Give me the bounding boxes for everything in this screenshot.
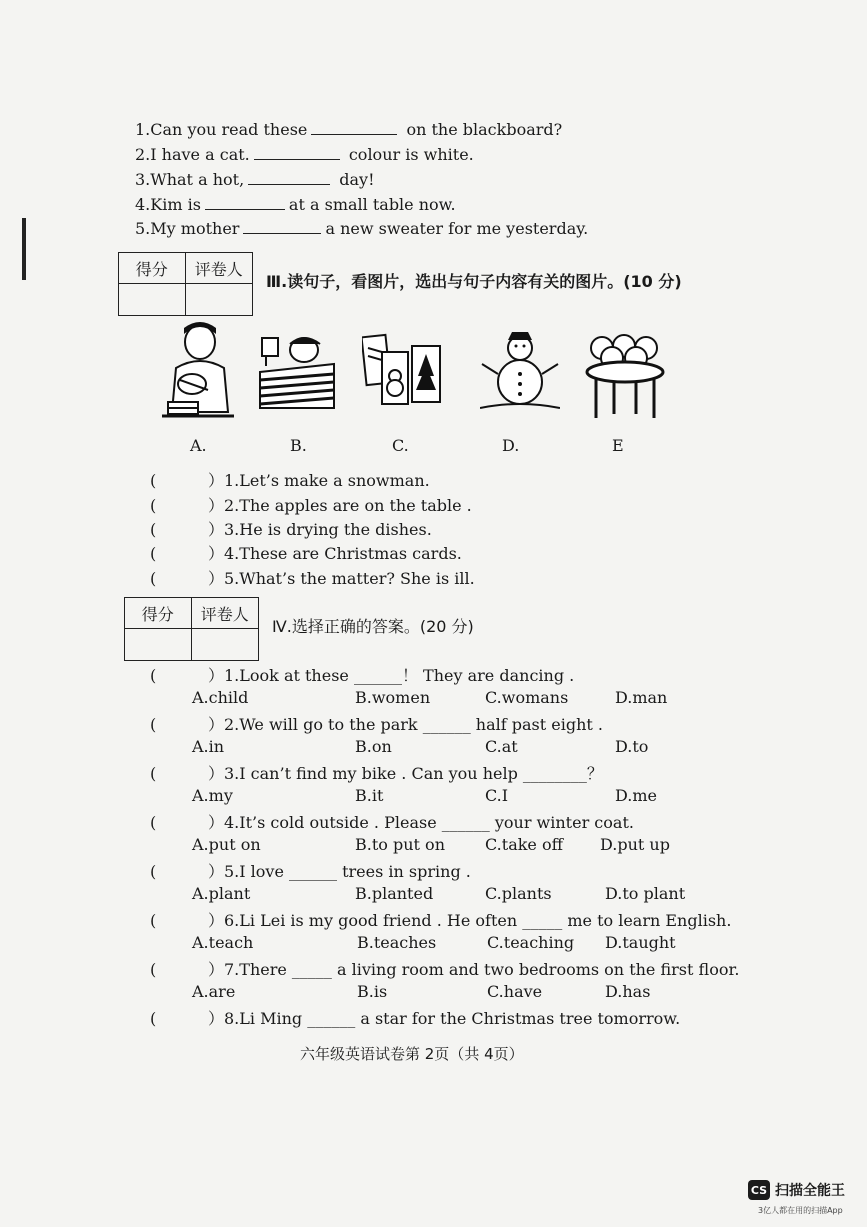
s4-question-1-text: ）1.Look at these ______！ They are dancing .	[208, 666, 575, 685]
s4-question-5-text: ）5.I love ______ trees in spring .	[208, 862, 471, 881]
score-box-section4	[124, 597, 259, 661]
answer-blank[interactable]	[205, 195, 285, 210]
s3-item-5-text: ）5.What’s the matter? She is ill.	[208, 569, 475, 588]
section4-title: Ⅳ.选择正确的答案。(20 分)	[272, 617, 474, 636]
s4-q7-option-b[interactable]: B.is	[357, 982, 388, 1001]
binding-mark	[22, 218, 26, 280]
score-cell[interactable]	[119, 284, 186, 315]
s4-q1-option-c[interactable]: C.womans	[485, 688, 569, 707]
s4-q5-option-c[interactable]: C.plants	[485, 884, 552, 903]
fill-line-5-post: a new sweater for me yesterday.	[325, 219, 589, 238]
answer-paren[interactable]: (	[150, 813, 157, 832]
fill-line-1-post: on the blackboard?	[406, 120, 563, 139]
s4-q5-option-d[interactable]: D.to plant	[605, 884, 686, 903]
score-cell[interactable]	[125, 629, 192, 660]
s3-item-2	[150, 493, 472, 516]
s3-item-3-text: ）3.He is drying the dishes.	[208, 520, 432, 539]
s4-q3-option-d[interactable]: D.me	[615, 786, 657, 805]
answer-blank[interactable]	[248, 170, 330, 185]
grader-label: 评卷人	[192, 598, 259, 629]
s4-q2-option-c[interactable]: C.at	[485, 737, 518, 756]
s4-q6-option-c[interactable]: C.teaching	[487, 933, 575, 952]
fill-line-5	[135, 219, 588, 238]
s4-q5-option-a[interactable]: A.plant	[192, 884, 251, 903]
s4-q4-option-c[interactable]: C.take off	[485, 835, 563, 854]
answer-blank[interactable]	[311, 120, 397, 135]
answer-paren[interactable]: (	[150, 520, 157, 539]
scanner-brand-name: 扫描全能王	[775, 1183, 845, 1199]
fill-line-4	[135, 195, 456, 214]
s4-question-6-text: ）6.Li Lei is my good friend . He often _____ me to learn English.	[208, 911, 732, 930]
s4-q6-option-d[interactable]: D.taught	[605, 933, 676, 952]
answer-paren[interactable]: (	[150, 471, 157, 490]
s4-q4-option-a[interactable]: A.put on	[192, 835, 261, 854]
fill-line-4-post: at a small table now.	[288, 195, 456, 214]
s4-q6-option-a[interactable]: A.teach	[192, 933, 254, 952]
score-box-section3	[118, 252, 253, 316]
answer-paren[interactable]: (	[150, 569, 157, 588]
fill-line-4-pre: 4.Kim is	[135, 195, 201, 214]
answer-paren[interactable]: (	[150, 960, 157, 979]
picture-e-apples-on-table	[584, 330, 666, 420]
answer-blank[interactable]	[254, 145, 340, 160]
picture-letter-b: B.	[290, 436, 307, 455]
s3-item-4	[150, 541, 462, 564]
grader-cell[interactable]	[186, 284, 253, 315]
answer-paren[interactable]: (	[150, 1009, 157, 1028]
s4-question-7	[150, 957, 739, 980]
fill-line-3-post: day!	[339, 170, 375, 189]
s4-q1-option-a[interactable]: A.child	[192, 688, 249, 707]
answer-paren[interactable]: (	[150, 496, 157, 515]
s3-item-2-text: ）2.The apples are on the table .	[208, 496, 472, 515]
s4-question-3-text: ）3.I can’t find my bike . Can you help ________？	[208, 764, 603, 783]
score-label: 得分	[119, 253, 186, 284]
s4-q3-option-b[interactable]: B.it	[355, 786, 384, 805]
picture-letter-a: A.	[190, 436, 207, 455]
s4-q7-option-a[interactable]: A.are	[192, 982, 236, 1001]
s4-question-2-text: ）2.We will go to the park ______ half past eight .	[208, 715, 604, 734]
answer-paren[interactable]: (	[150, 715, 157, 734]
s4-q3-option-a[interactable]: A.my	[192, 786, 233, 805]
s3-item-1	[150, 468, 430, 491]
answer-paren[interactable]: (	[150, 862, 157, 881]
s3-item-3	[150, 517, 432, 540]
answer-paren[interactable]: (	[150, 666, 157, 685]
s4-q4-option-d[interactable]: D.put up	[600, 835, 670, 854]
score-label: 得分	[125, 598, 192, 629]
s4-q2-option-d[interactable]: D.to	[615, 737, 649, 756]
s4-q3-option-c[interactable]: C.I	[485, 786, 509, 805]
s4-question-8	[150, 1006, 680, 1029]
scanner-tagline: 3亿人都在用的扫描App	[758, 1206, 843, 1215]
answer-paren[interactable]: (	[150, 544, 157, 563]
s4-question-3	[150, 761, 603, 784]
fill-line-1-pre: 1.Can you read these	[135, 120, 308, 139]
s4-q2-option-a[interactable]: A.in	[192, 737, 225, 756]
answer-blank[interactable]	[243, 219, 321, 234]
picture-letter-c: C.	[392, 436, 409, 455]
s4-question-7-text: ）7.There _____ a living room and two bedrooms on the first floor.	[208, 960, 740, 979]
s4-q5-option-b[interactable]: B.planted	[355, 884, 434, 903]
picture-c-christmas-cards	[362, 332, 444, 412]
picture-d-snowman	[480, 330, 560, 414]
s4-question-6	[150, 908, 731, 931]
section3-title: Ⅲ.读句子，看图片，选出与句子内容有关的图片。(10 分)	[266, 272, 682, 291]
s4-q7-option-d[interactable]: D.has	[605, 982, 651, 1001]
scanner-logo-icon: CS	[748, 1180, 770, 1200]
s4-q2-option-b[interactable]: B.on	[355, 737, 392, 756]
s4-q6-option-b[interactable]: B.teaches	[357, 933, 437, 952]
fill-line-2-post: colour is white.	[348, 145, 474, 164]
s3-item-5	[150, 566, 475, 589]
picture-letter-d: D.	[502, 436, 520, 455]
s4-question-8-text: ）8.Li Ming ______ a star for the Christmas tree tomorrow.	[208, 1009, 681, 1028]
fill-line-2	[135, 145, 474, 164]
s4-q1-option-d[interactable]: D.man	[615, 688, 668, 707]
picture-b-ill-in-bed	[258, 330, 336, 412]
s4-question-5	[150, 859, 471, 882]
s4-q4-option-b[interactable]: B.to put on	[355, 835, 445, 854]
fill-line-2-pre: 2.I have a cat.	[135, 145, 250, 164]
s4-question-4-text: ）4.It’s cold outside . Please ______ your winter coat.	[208, 813, 634, 832]
fill-line-1	[135, 120, 562, 139]
grader-label: 评卷人	[186, 253, 253, 284]
answer-paren[interactable]: (	[150, 764, 157, 783]
s3-item-4-text: ）4.These are Christmas cards.	[208, 544, 462, 563]
fill-line-3	[135, 170, 375, 189]
s4-question-2	[150, 712, 603, 735]
s3-item-1-text: ）1.Let’s make a snowman.	[208, 471, 430, 490]
grader-cell[interactable]	[192, 629, 259, 660]
s4-q1-option-b[interactable]: B.women	[355, 688, 431, 707]
picture-a-drying-dishes	[162, 320, 234, 420]
s4-question-4	[150, 810, 634, 833]
page-footer: 六年级英语试卷第 2页（共 4页）	[300, 1045, 524, 1063]
picture-letter-e: E	[612, 436, 624, 455]
answer-paren[interactable]: (	[150, 911, 157, 930]
fill-line-3-pre: 3.What a hot,	[135, 170, 245, 189]
s4-question-1	[150, 663, 574, 686]
s4-q7-option-c[interactable]: C.have	[487, 982, 543, 1001]
fill-line-5-pre: 5.My mother	[135, 219, 240, 238]
